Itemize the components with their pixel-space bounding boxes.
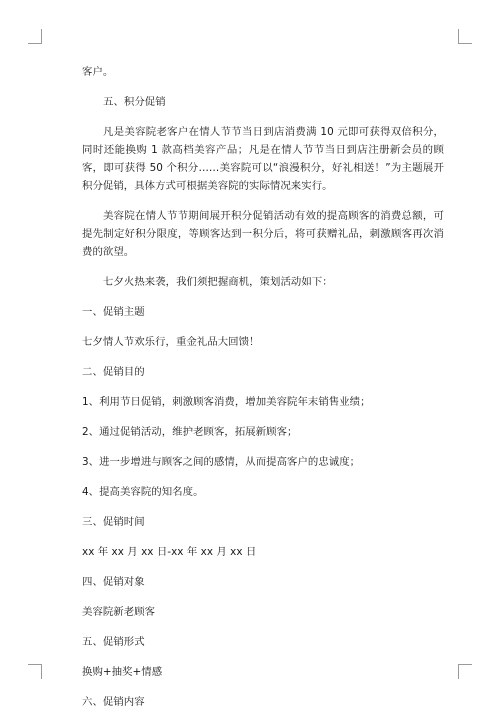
section-heading: 五、促销形式	[82, 636, 145, 648]
section-heading: 五、积分促销	[103, 96, 166, 108]
paragraph: 换购+抽奖+情感	[82, 666, 163, 678]
list-item: 2、通过促销活动，维护老顾客，拓展新顾客；	[82, 426, 298, 438]
list-item: 3、进一步增进与顾客之间的感情，从而提高客户的忠诚度；	[82, 456, 361, 468]
list-item: 1、利用节日促销，刺激顾客消费，增加美容院年末销售业绩；	[82, 396, 371, 408]
paragraph: xx 年 xx 月 xx 日-xx 年 xx 月 xx 日	[82, 546, 257, 558]
section-heading: 三、促销时间	[82, 516, 145, 528]
paragraph: 凡是美容院老客户在情人节节当日到店消费满 10 元即可获得双倍积分，同时还能换购 1 款高档美容产品；凡是在情人节节当日到店注册新会员的顾客，即可获得 50 个积分……美容院可以“浪漫积分，好礼相送！”为主题展开积分促销，具体方式可根据美容院的实际情况来实行。	[82, 126, 444, 192]
paragraph: 七夕火热来袭，我们须把握商机，策划活动如下：	[103, 276, 333, 288]
paragraph: 美容院在情人节节期间展开积分促销活动有效的提高顾客的消费总额，可提先制定好积分限度，等顾客达到一积分后，将可获赠礼品，刺激顾客再次消费的欲望。	[82, 210, 444, 258]
paragraph: 客户。	[82, 66, 114, 78]
section-heading: 一、促销主题	[82, 306, 145, 318]
paragraph: 七夕情人节欢乐行，重金礼品大回馈！	[82, 336, 260, 348]
section-heading: 六、促销内容	[82, 696, 145, 708]
paragraph: 美容院新老顾客	[82, 606, 156, 618]
document-body	[82, 63, 444, 723]
section-heading: 二、促销目的	[82, 366, 145, 378]
section-heading: 四、促销对象	[82, 576, 145, 588]
list-item: 4、提高美容院的知名度。	[82, 486, 204, 498]
